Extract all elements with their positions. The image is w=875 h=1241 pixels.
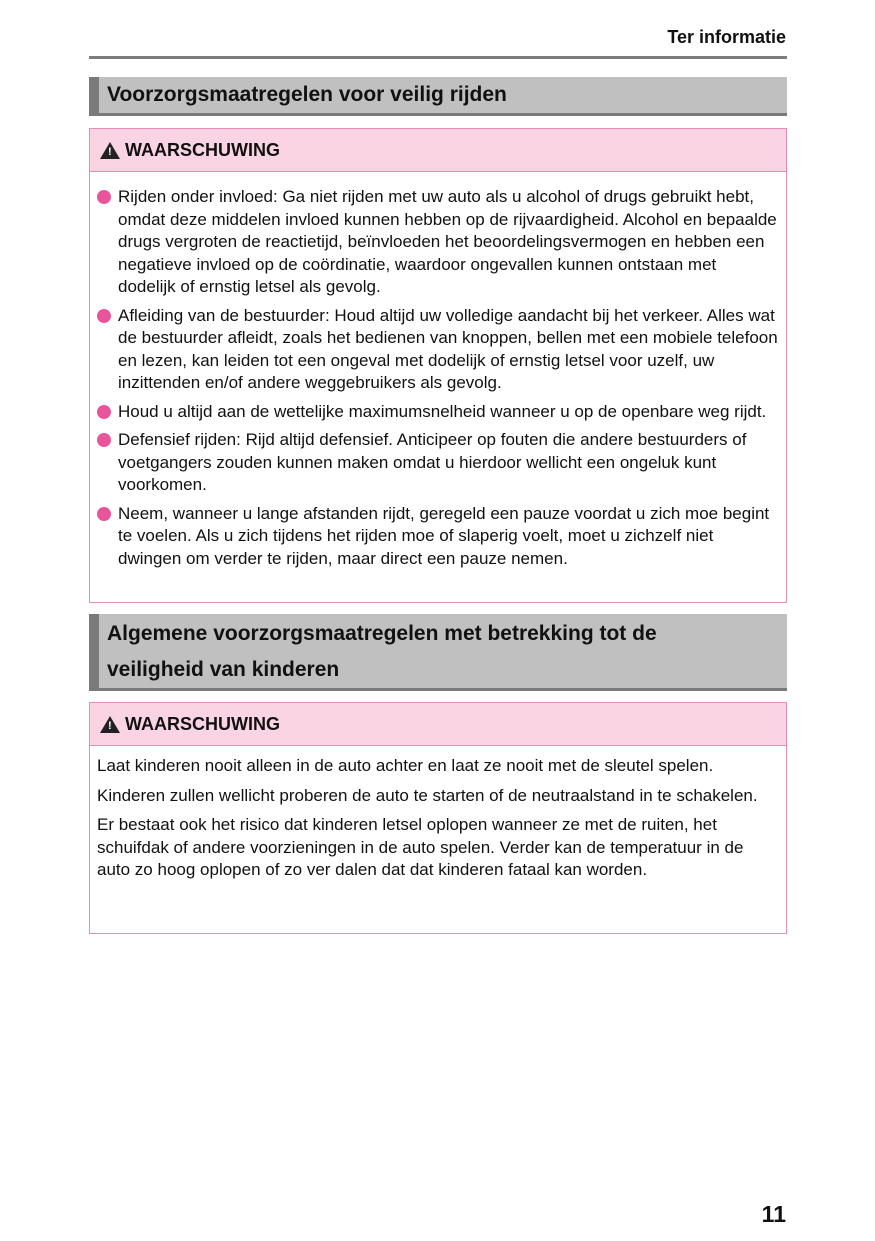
- warning-label: WAARSCHUWING: [125, 713, 280, 734]
- bullet-icon: [97, 433, 111, 447]
- warning-label: WAARSCHUWING: [125, 139, 280, 160]
- warning-triangle-icon: !: [100, 142, 120, 159]
- warning-paragraph: Laat kinderen nooit alleen in de auto achter en laat ze nooit met de sleutel spelen.: [97, 756, 714, 775]
- bullet-icon: [97, 507, 111, 521]
- warning-paragraph: Kinderen zullen wellicht proberen de auto te starten of de neutraalstand in te schakelen.: [97, 785, 758, 805]
- warning-paragraph: Er bestaat ook het risico dat kinderen letsel oplopen wanneer ze met de ruiten, het schuifdak of andere voorzieningen in de auto spelen. Verder kan de temperatuur in de auto zo hoog oplopen of zo ver dalen dat dat kinderen fataal kan worden.: [97, 815, 744, 879]
- section-heading-child-safety: Algemene voorzorgsmaatregelen met betrekking tot de veiligheid van kinderen: [89, 614, 787, 691]
- warning-item: Afleiding van de bestuurder: Houd altijd uw volledige aandacht bij het verkeer. Alles wat de bestuurder afleidt, zoals het bedienen van knoppen, bellen met een mobiele telefoon en lezen, kan leiden tot een ongeval met dodelijk of ernstig letsel voor uzelf, uw inzittenden en/of andere weggebruikers als gevolg.: [97, 305, 778, 395]
- warning-item: Rijden onder invloed: Ga niet rijden met uw auto als u alcohol of drugs gebruikt hebt, omdat deze middelen invloed kunnen hebben op de rijvaardigheid. Alcohol en bepaalde drugs vergroten de reactietijd, beïnvloeden het beoordelingsvermogen en hebben een negatieve invloed op de coördinatie, waardoor ongevallen kunnen ontstaan met dodelijk of ernstig letsel als gevolg.: [97, 186, 778, 299]
- warning-header: [90, 703, 786, 746]
- section-heading-safe-driving: Voorzorgsmaatregelen voor veilig rijden: [89, 77, 787, 116]
- bullet-icon: [97, 309, 111, 323]
- page-number: 11: [761, 1201, 786, 1227]
- warning-box-child-safety: [89, 702, 787, 934]
- bullet-icon: [97, 405, 111, 419]
- warning-header: [90, 129, 786, 172]
- warning-item: Houd u altijd aan de wettelijke maximumsnelheid wanneer u op de openbare weg rijdt.: [97, 401, 778, 424]
- header-rule: [89, 56, 787, 59]
- warning-item: Neem, wanneer u lange afstanden rijdt, geregeld een pauze voordat u zich moe begint te voelen. Als u zich tijdens het rijden moe of slaperig voelt, moet u zichzelf niet dwingen om verder te rijden, maar direct een pauze nemen.: [97, 503, 778, 571]
- warning-item: Defensief rijden: Rijd altijd defensief. Anticipeer op fouten die andere bestuurders of voetgangers zouden kunnen maken omdat u hierdoor wellicht een ongeluk kunt voorkomen.: [97, 429, 778, 497]
- bullet-icon: [97, 190, 111, 204]
- warning-triangle-icon: !: [100, 716, 120, 733]
- warning-box-safe-driving: [89, 128, 787, 603]
- running-header: Ter informatie: [667, 27, 786, 47]
